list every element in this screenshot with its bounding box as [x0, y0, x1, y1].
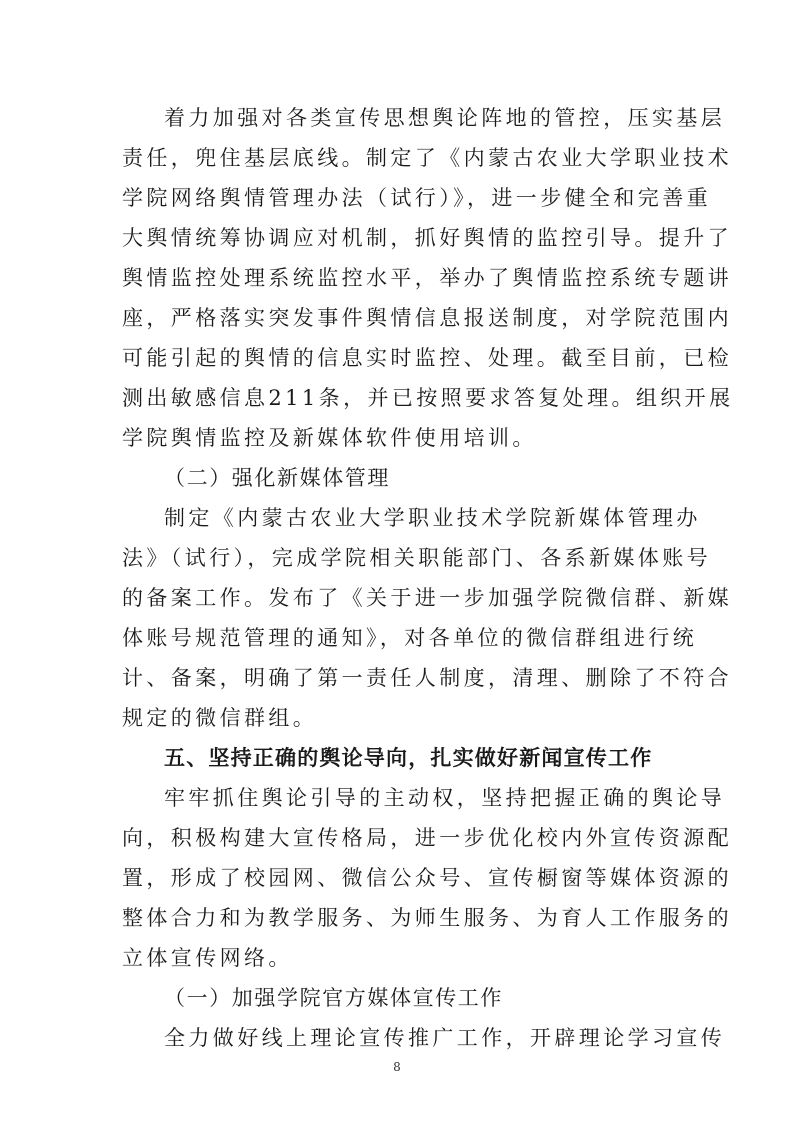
paragraph-line: 立体宣传网络。: [122, 946, 293, 970]
paragraph-line: 大舆情统筹协调应对机制，抓好舆情的监控引导。提升了: [122, 226, 732, 250]
subsection-heading: （二）强化新媒体管理: [164, 466, 390, 490]
paragraph-line: 测出敏感信息211条，并已按照要求答复处理。组织开展: [122, 386, 734, 410]
paragraph-line: 学院网络舆情管理办法（试行）》，进一步健全和完善重: [122, 186, 711, 210]
paragraph-line: 整体合力和为教学服务、为师生服务、为育人工作服务的: [122, 906, 732, 930]
paragraph-line: 全力做好线上理论宣传推广工作，开辟理论学习宣传: [164, 1026, 726, 1050]
page-number: 8: [393, 1060, 401, 1074]
paragraph-line: 座，严格落实突发事件舆情信息报送制度，对学院范围内: [122, 306, 732, 330]
paragraph-line: 置，形成了校园网、微信公众号、宣传橱窗等媒体资源的: [122, 866, 732, 890]
subsection-heading: （一）加强学院官方媒体宣传工作: [164, 986, 503, 1010]
paragraph-line: 可能引起的舆情的信息实时监控、处理。截至目前，已检: [122, 346, 732, 370]
paragraph-line: 学院舆情监控及新媒体软件使用培训。: [122, 426, 537, 450]
paragraph-line: 着力加强对各类宣传思想舆论阵地的管控，压实基层: [164, 106, 726, 130]
paragraph-line: 的备案工作。发布了《关于进一步加强学院微信群、新媒: [122, 586, 732, 610]
paragraph-line: 制定《内蒙古农业大学职业技术学院新媒体管理办: [164, 506, 701, 530]
paragraph-line: 向，积极构建大宣传格局，进一步优化校内外宣传资源配: [122, 826, 732, 850]
paragraph-line: 法》（试行），完成学院相关职能部门、各系新媒体账号: [122, 546, 711, 570]
paragraph-line: 牢牢抓住舆论引导的主动权，坚持把握正确的舆论导: [164, 786, 726, 810]
section-heading: 五、坚持正确的舆论导向，扎实做好新闻宣传工作: [164, 746, 653, 770]
paragraph-line: 计、备案，明确了第一责任人制度，清理、删除了不符合: [122, 666, 732, 690]
paragraph-line: 舆情监控处理系统监控水平，举办了舆情监控系统专题讲: [122, 266, 732, 290]
paragraph-line: 体账号规范管理的通知》，对各单位的微信群组进行统: [122, 626, 698, 650]
paragraph-line: 责任，兜住基层底线。制定了《内蒙古农业大学职业技术: [122, 146, 732, 170]
paragraph-line: 规定的微信群组。: [122, 706, 318, 730]
